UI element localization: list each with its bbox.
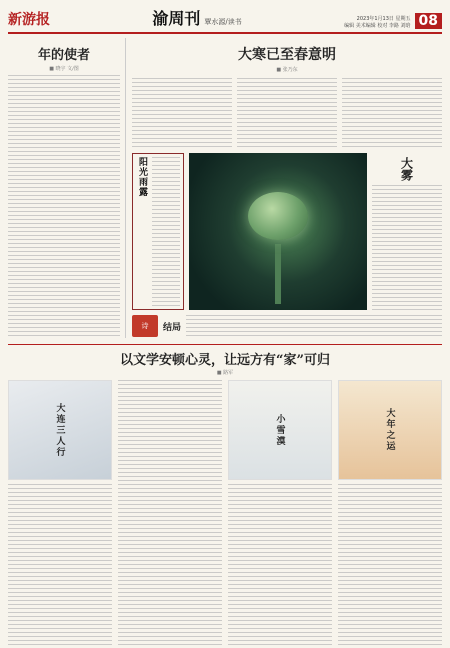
issue-info: [344, 16, 410, 29]
bottom-article-body: [8, 484, 112, 648]
left-article-title: 年的使者: [37, 48, 90, 63]
bottom-column: [228, 380, 332, 648]
poem-title: 阳光雨露: [137, 156, 147, 197]
top-section: [8, 38, 442, 338]
newspaper-logo: 新游报: [8, 12, 50, 28]
section-divider: [8, 344, 442, 345]
book-cover: [228, 380, 332, 480]
page-number: 08: [415, 13, 442, 29]
main-article-body: [342, 78, 442, 148]
poem-seal-icon: 诗: [132, 315, 158, 337]
bottom-section: [8, 380, 442, 648]
photo-stem: [275, 244, 281, 304]
editor-credits: 编辑 美术编辑 校对 李路 刘晗: [344, 22, 411, 29]
bottom-article-body: [338, 484, 442, 648]
section-title: 渝周刊: [152, 9, 201, 28]
left-article: [8, 38, 126, 338]
subsection-title: 覃水源/读书: [204, 18, 242, 26]
bottom-column: [118, 380, 222, 648]
main-article-title: 大寒已至春意明: [238, 47, 336, 63]
strip-title: 结局: [163, 322, 182, 333]
left-article-body: [8, 75, 120, 337]
side-poem-body: [372, 185, 442, 310]
bottom-column: [338, 380, 442, 648]
book-title: 小雪漠: [274, 413, 285, 447]
flower-bud-photo: [189, 153, 367, 310]
feature-row: [132, 153, 442, 310]
main-article-columns: [132, 78, 442, 148]
main-article-body: [237, 78, 337, 148]
poem-strip: [132, 315, 442, 338]
masthead: [8, 6, 442, 34]
book-cover: [338, 380, 442, 480]
photo-bud: [248, 192, 308, 240]
bottom-article-body: [118, 380, 222, 648]
book-cover: [8, 380, 112, 480]
poem-box: [132, 153, 184, 310]
left-article-byline: ■ 晓宇 文/图: [49, 66, 79, 72]
main-article: [132, 38, 442, 338]
book-title: 大年之运: [384, 408, 395, 452]
masthead-right: [344, 13, 442, 29]
side-poem-title: 大雾: [399, 156, 414, 181]
bottom-article-title: 以文学安顿心灵，让远方有“家”可归: [120, 353, 330, 368]
issue-date: 2023年1月13日 星期五: [356, 16, 411, 22]
section-header: [152, 6, 241, 29]
strip-body: [186, 315, 442, 337]
main-article-byline: ■ 张乃东: [276, 67, 298, 73]
bottom-column: [8, 380, 112, 648]
side-poem: [372, 153, 442, 310]
bottom-article-body: [228, 484, 332, 648]
book-title: 大连三人行: [54, 402, 65, 458]
bottom-article-byline: ■ 路军: [216, 370, 234, 376]
main-article-body: [132, 78, 232, 148]
poem-body: [152, 157, 180, 306]
